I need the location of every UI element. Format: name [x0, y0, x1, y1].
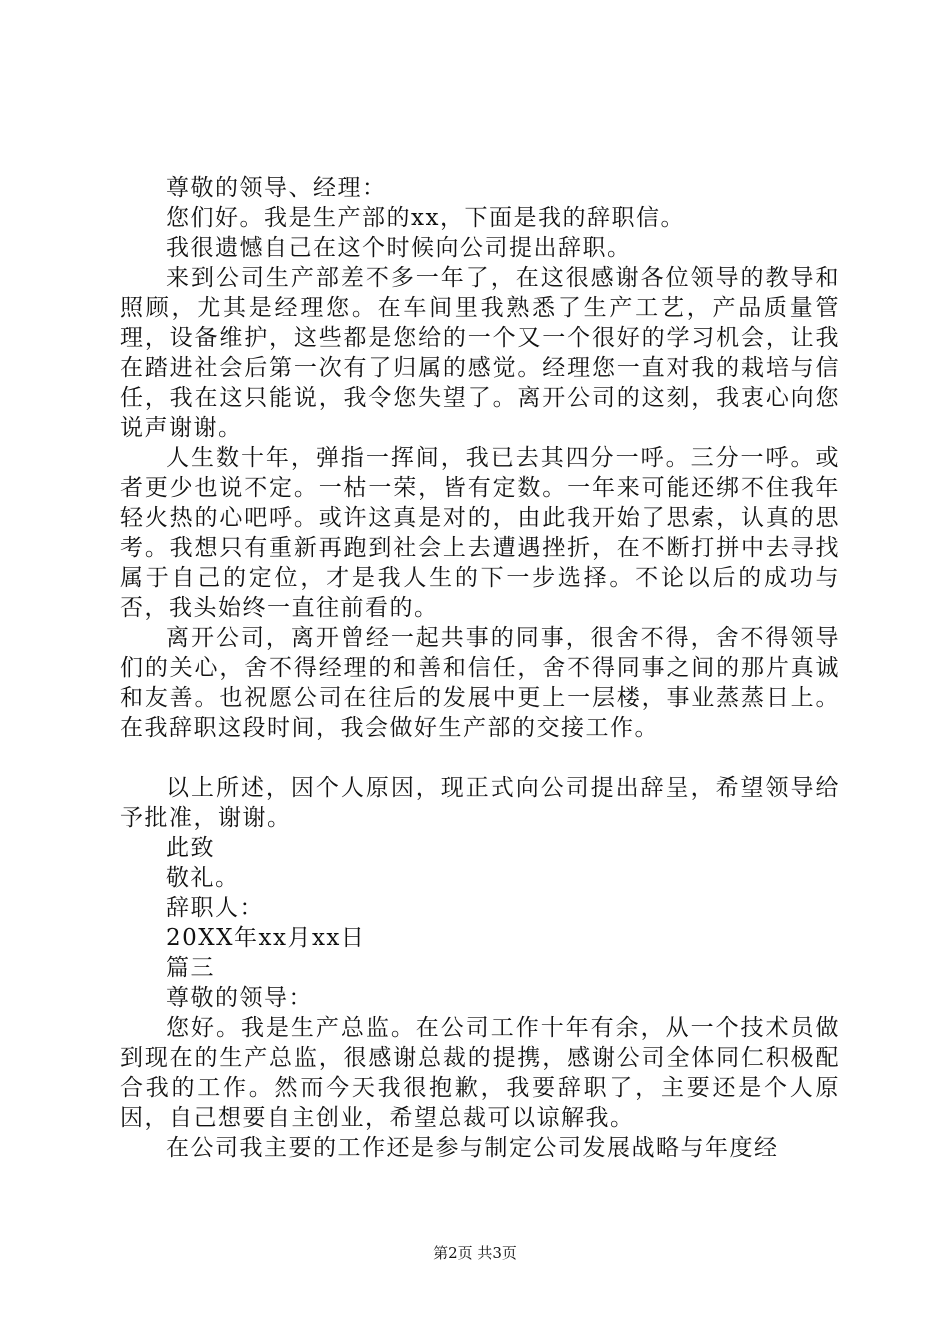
- closing-cizhi: 此致: [166, 835, 215, 861]
- signature-date: 20XX年xx月xx日: [166, 925, 366, 951]
- paragraph-introduction-2: 您好。我是生产总监。在公司工作十年有余，从一个技术员做到现在的生产总监，很感谢总裁的提携，感谢公司全体同仁积极配合我的工作。然而今天我很抱歉，我要辞职了，主要还是个人原因，自己想要自主创业，希望总裁可以谅解我。: [120, 1015, 840, 1131]
- salutation: 尊敬的领导、经理：: [166, 175, 387, 201]
- signature-label: 辞职人：: [166, 895, 264, 921]
- section-heading: 篇三: [166, 955, 215, 981]
- paragraph-gratitude: 来到公司生产部差不多一年了，在这很感谢各位领导的教导和照顾，尤其是经理您。在车间里我熟悉了生产工艺，产品质量管理，设备维护，这些都是您给的一个又一个很好的学习机会，让我在踏进社会后第一次有了归属的感觉。经理您一直对我的栽培与信任，我在这只能说，我令您失望了。离开公司的这刻，我衷心向您说声谢谢。: [120, 265, 840, 441]
- paragraph-reflection: 人生数十年，弹指一挥间，我已去其四分一呼。三分一呼。或者更少也说不定。一枯一荣，皆有定数。一年来可能还绑不住我年轻火热的心吧呼。或许这真是对的，由此我开始了思索，认真的思考。我想只有重新再跑到社会上去遭遇挫折，在不断打拼中去寻找属于自己的定位，才是我人生的下一步选择。不论以后的成功与否，我头始终一直往前看的。: [120, 445, 840, 621]
- salutation-2: 尊敬的领导：: [166, 985, 313, 1011]
- closing-jingli: 敬礼。: [166, 865, 240, 891]
- letter-body: [120, 173, 840, 1163]
- greeting-line: 您们好。我是生产部的xx，下面是我的辞职信。: [166, 205, 685, 231]
- paragraph-work-2: 在公司我主要的工作还是参与制定公司发展战略与年度经: [166, 1135, 779, 1161]
- regret-line: 我很遗憾自己在这个时候向公司提出辞职。: [166, 235, 632, 261]
- page-footer: 第2页 共3页: [433, 1244, 517, 1262]
- paragraph-farewell: 离开公司，离开曾经一起共事的同事，很舍不得，舍不得领导们的关心，舍不得经理的和善和信任，舍不得同事之间的那片真诚和友善。也祝愿公司在往后的发展中更上一层楼，事业蒸蒸日上。在我辞职这段时间，我会做好生产部的交接工作。: [120, 625, 840, 741]
- paragraph-conclusion: 以上所述，因个人原因，现正式向公司提出辞呈，希望领导给予批准，谢谢。: [120, 775, 840, 831]
